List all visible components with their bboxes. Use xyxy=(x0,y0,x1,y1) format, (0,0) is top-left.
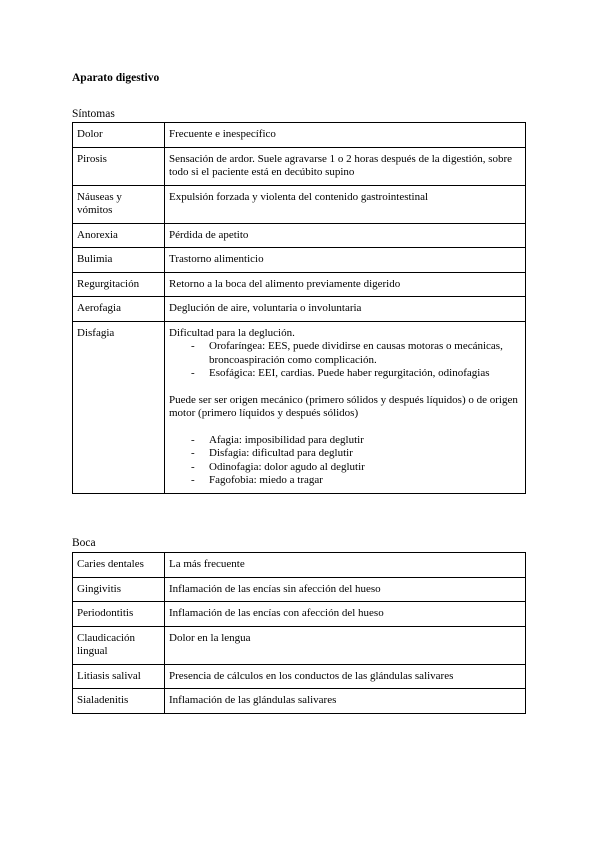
term-cell: Caries dentales xyxy=(73,553,165,578)
sintomas-table xyxy=(72,122,526,494)
disfagia-types-list xyxy=(169,340,521,381)
term-cell: Anorexia xyxy=(73,223,165,248)
description-cell: Retorno a la boca del alimento previamente digerido xyxy=(165,272,526,297)
description-cell: Inflamación de las encías con afección del hueso xyxy=(165,602,526,627)
list-item: - Odinofagia: dolor agudo al deglutir xyxy=(191,461,521,475)
table-row xyxy=(73,626,526,664)
disfagia-terms-list xyxy=(169,434,521,488)
list-item: - Orofaríngea: EES, puede dividirse en causas motoras o mecánicas, broncoaspiración como complicación. xyxy=(191,340,521,367)
description-cell: Presencia de cálculos en los conductos de las glándulas salivares xyxy=(165,664,526,689)
table-row xyxy=(73,147,526,185)
description-cell: Dolor en la lengua xyxy=(165,626,526,664)
description-cell: Deglución de aire, voluntaria o involuntaria xyxy=(165,297,526,322)
table-row xyxy=(73,223,526,248)
description-cell: Inflamación de las glándulas salivares xyxy=(165,689,526,714)
table-row xyxy=(73,664,526,689)
term-cell: Claudicación lingual xyxy=(73,626,165,664)
list-item: - Esofágica: EEI, cardias. Puede haber regurgitación, odinofagias xyxy=(191,367,521,381)
disfagia-origin-paragraph: Puede ser ser origen mecánico (primero sólidos y después líquidos) o de origen motor (primero líquidos y después sólidos) xyxy=(169,393,518,419)
description-cell: Trastorno alimenticio xyxy=(165,248,526,273)
table-row xyxy=(73,248,526,273)
boca-table xyxy=(72,552,526,714)
description-cell xyxy=(165,321,526,493)
term-cell: Litiasis salival xyxy=(73,664,165,689)
table-row xyxy=(73,577,526,602)
list-item: - Afagia: imposibilidad para deglutir xyxy=(191,434,521,448)
term-cell: Gingivitis xyxy=(73,577,165,602)
description-cell: Sensación de ardor. Suele agravarse 1 o 2 horas después de la digestión, sobre todo si el paciente está en decúbito supino xyxy=(165,147,526,185)
table-row xyxy=(73,123,526,148)
term-cell: Sialadenitis xyxy=(73,689,165,714)
description-cell: Pérdida de apetito xyxy=(165,223,526,248)
term-cell: Bulimia xyxy=(73,248,165,273)
table-row xyxy=(73,297,526,322)
table-row xyxy=(73,272,526,297)
table-row xyxy=(73,185,526,223)
list-item: - Fagofobia: miedo a tragar xyxy=(191,474,521,488)
table-row xyxy=(73,553,526,578)
description-cell: Inflamación de las encías sin afección del hueso xyxy=(165,577,526,602)
term-cell: Dolor xyxy=(73,123,165,148)
term-cell: Aerofagia xyxy=(73,297,165,322)
term-cell: Regurgitación xyxy=(73,272,165,297)
description-cell: La más frecuente xyxy=(165,553,526,578)
section-label-sintomas: Síntomas xyxy=(72,108,115,120)
page-title: Aparato digestivo xyxy=(72,72,160,84)
description-cell: Frecuente e inespecífico xyxy=(165,123,526,148)
list-item: - Disfagia: dificultad para deglutir xyxy=(191,447,521,461)
term-cell: Disfagia xyxy=(73,321,165,493)
disfagia-intro: Dificultad para la deglución. xyxy=(169,326,295,339)
term-cell: Periodontitis xyxy=(73,602,165,627)
term-cell: Náuseas y vómitos xyxy=(73,185,165,223)
description-cell: Expulsión forzada y violenta del contenido gastrointestinal xyxy=(165,185,526,223)
term-cell: Pirosis xyxy=(73,147,165,185)
table-row xyxy=(73,602,526,627)
table-row xyxy=(73,689,526,714)
table-row-disfagia xyxy=(73,321,526,493)
section-label-boca: Boca xyxy=(72,537,96,549)
